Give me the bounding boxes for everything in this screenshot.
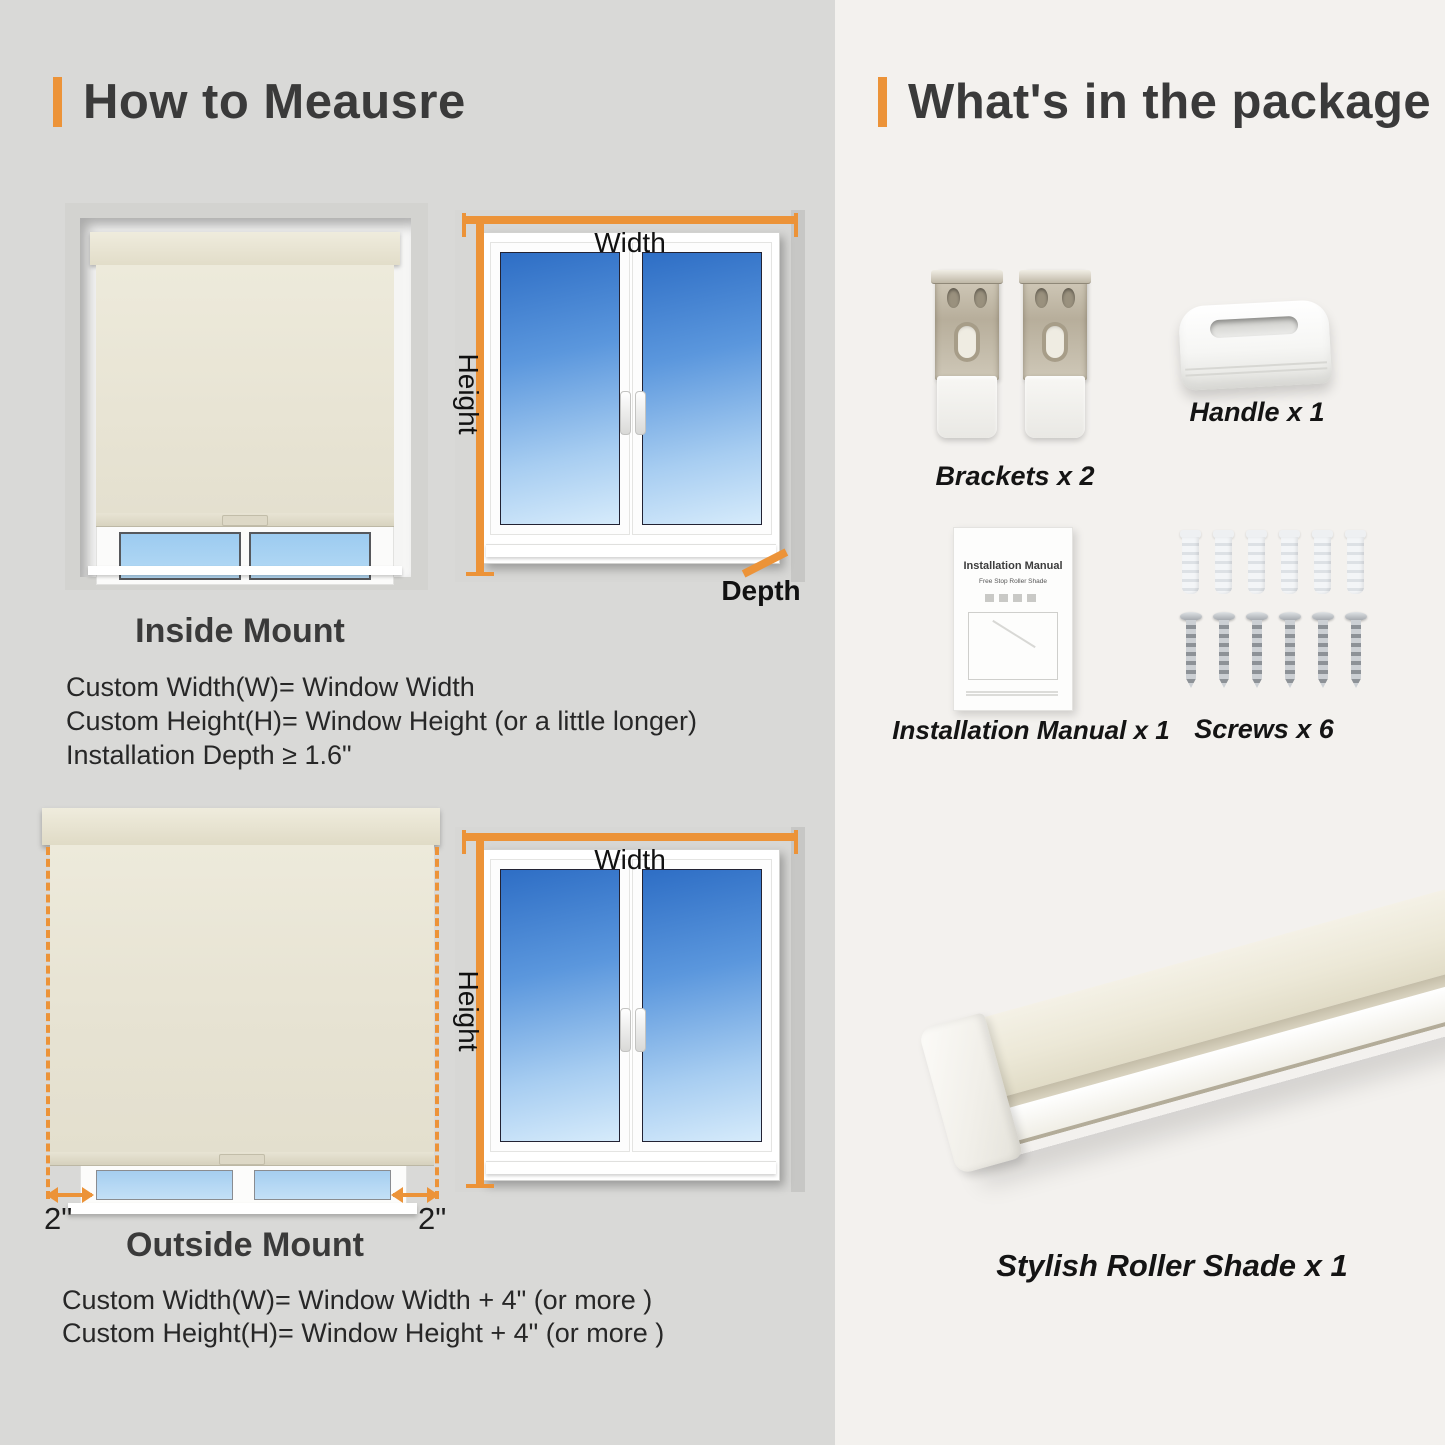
right-panel-title: What's in the package: [908, 75, 1432, 129]
height-label: Height: [453, 970, 484, 1052]
screw-shank: [1351, 620, 1361, 688]
bracket-hole: [974, 288, 987, 308]
bracket-plastic-cover: [937, 376, 997, 438]
window-glass: [500, 252, 620, 525]
overlap-arrow: [393, 1193, 437, 1197]
screw-head: [1345, 612, 1367, 621]
inside-measure-diagram: [453, 210, 805, 606]
wall-anchor-icon: [1248, 530, 1265, 594]
outside-mount-heading: Outside Mount: [126, 1226, 364, 1264]
anchor-body: [1182, 537, 1199, 594]
anchor-body: [1215, 537, 1232, 594]
window-handle: [620, 391, 631, 435]
roller-shade-image: [835, 855, 1445, 1255]
bracket-flange: [1019, 270, 1091, 284]
window-sill: [68, 1203, 417, 1214]
handle-slot: [1210, 316, 1299, 339]
anchor-body: [1248, 537, 1265, 594]
wall-anchor-icon: [1281, 530, 1298, 594]
window-sill: [88, 566, 402, 575]
screw-shank: [1252, 620, 1262, 688]
overlap-right-value: 2": [418, 1201, 447, 1236]
screw-shank: [1219, 620, 1229, 688]
width-measure-arrow: [462, 833, 798, 841]
outside-mount-rule: Custom Width(W)= Window Width + 4" (or more ): [62, 1285, 653, 1315]
window-frame: [482, 232, 780, 564]
shade-label: Stylish Roller Shade x 1: [996, 1248, 1348, 1283]
screws-label: Screws x 6: [1194, 714, 1334, 744]
roller-shade-cassette: [927, 855, 1445, 1170]
screw-icon: [1180, 612, 1202, 690]
wall-anchor-icon: [1215, 530, 1232, 594]
wall-anchor-icon: [1314, 530, 1331, 594]
shade-cassette: [42, 808, 440, 845]
manual-cover-footnote: [966, 691, 1058, 696]
window-pane: [254, 1170, 391, 1200]
overlap-dashed-line: [435, 847, 439, 1199]
manual-cover-title: Installation Manual: [963, 560, 1063, 572]
shade-bottom-rail: [50, 1152, 434, 1166]
window-sash: [632, 242, 772, 535]
outside-measure-diagram: [455, 827, 805, 1192]
screw-head: [1180, 612, 1202, 621]
screw-shank: [1186, 620, 1196, 688]
screw-head: [1312, 612, 1334, 621]
handle-label: Handle x 1: [1189, 397, 1325, 427]
shade-fabric: [96, 265, 394, 513]
window-glass: [500, 869, 620, 1142]
window-sash: [490, 859, 630, 1152]
window-pane: [96, 1170, 233, 1200]
screw-shank: [1285, 620, 1295, 688]
measure-cap: [466, 572, 494, 576]
bracket-keyhole: [1042, 322, 1068, 362]
window-sash: [490, 242, 630, 535]
outside-mount-rule: Custom Height(H)= Window Height + 4" (or more ): [62, 1318, 665, 1348]
window-frame: [80, 1163, 407, 1207]
window-sill: [486, 1161, 776, 1174]
wall-anchor-icon: [1182, 530, 1199, 594]
bracket-flange: [931, 270, 1003, 284]
manual-cover-icons: [985, 594, 1041, 602]
inside-mount-rule: Custom Width(W)= Window Width: [66, 672, 475, 702]
bracket-hole: [1062, 288, 1075, 308]
bracket-metal-body: [1023, 270, 1087, 380]
anchor-body: [1281, 537, 1298, 594]
window-handle: [635, 1008, 646, 1052]
shade-fabric: [50, 845, 434, 1152]
window-sash: [632, 859, 772, 1152]
window-sill: [486, 544, 776, 557]
shade-bottom-rail: [96, 513, 394, 527]
width-measure-arrow: [462, 216, 798, 224]
wall-anchor-icon: [1347, 530, 1364, 594]
outside-mount-illustration: [40, 795, 445, 1240]
window-frame: [96, 526, 394, 585]
inside-mount-rule: Installation Depth ≥ 1.6": [66, 740, 352, 770]
manual-cover-subtitle: Free Stop Roller Shade: [979, 578, 1047, 585]
window-recess: [80, 218, 411, 577]
handle-icon: [1178, 299, 1332, 391]
bracket-icon: [1019, 270, 1091, 440]
window-handle: [635, 391, 646, 435]
bracket-plastic-cover: [1025, 376, 1085, 438]
screw-icon: [1279, 612, 1301, 690]
height-label: Height: [453, 353, 484, 435]
manual-label: Installation Manual x 1: [892, 715, 1170, 745]
overlap-left-value: 2": [44, 1201, 73, 1236]
measure-cap: [466, 1184, 494, 1188]
brackets-label: Brackets x 2: [935, 461, 1095, 491]
shade-handle-tab: [222, 515, 268, 526]
bracket-keyhole: [954, 322, 980, 362]
anchor-body: [1314, 537, 1331, 594]
bracket-hole: [1035, 288, 1048, 308]
installation-manual-icon: [953, 527, 1073, 711]
screw-head: [1246, 612, 1268, 621]
screw-icon: [1213, 612, 1235, 690]
accent-bar: [53, 77, 62, 127]
shade-handle-tab: [219, 1154, 265, 1165]
bracket-hole: [947, 288, 960, 308]
manual-figure-line: [992, 620, 1035, 648]
measure-cap: [466, 219, 494, 223]
screw-icon: [1246, 612, 1268, 690]
shade-cassette: [90, 232, 400, 265]
accent-bar: [878, 77, 887, 127]
window-frame: [482, 849, 780, 1181]
width-label: Width: [594, 227, 666, 258]
inside-mount-illustration: [65, 203, 428, 590]
window-glass: [642, 252, 762, 525]
measure-cap: [466, 836, 494, 840]
width-label: Width: [594, 844, 666, 875]
overlap-arrow: [48, 1193, 92, 1197]
left-title-row: [53, 74, 466, 130]
bracket-metal-body: [935, 270, 999, 380]
screw-icon: [1345, 612, 1367, 690]
window-glass: [642, 869, 762, 1142]
right-title-row: [878, 74, 1431, 130]
bracket-icon: [931, 270, 1003, 440]
overlap-dashed-line: [46, 847, 50, 1199]
inside-mount-rule: Custom Height(H)= Window Height (or a little longer): [66, 706, 697, 736]
screw-head: [1213, 612, 1235, 621]
window-handle: [620, 1008, 631, 1052]
left-panel-title: How to Meausre: [83, 75, 466, 129]
screw-icon: [1312, 612, 1334, 690]
screw-head: [1279, 612, 1301, 621]
screw-shank: [1318, 620, 1328, 688]
package-contents-panel: [835, 0, 1445, 1445]
anchor-body: [1347, 537, 1364, 594]
manual-cover-figure: [968, 612, 1058, 680]
depth-label: Depth: [721, 575, 801, 606]
inside-mount-heading: Inside Mount: [135, 612, 345, 650]
